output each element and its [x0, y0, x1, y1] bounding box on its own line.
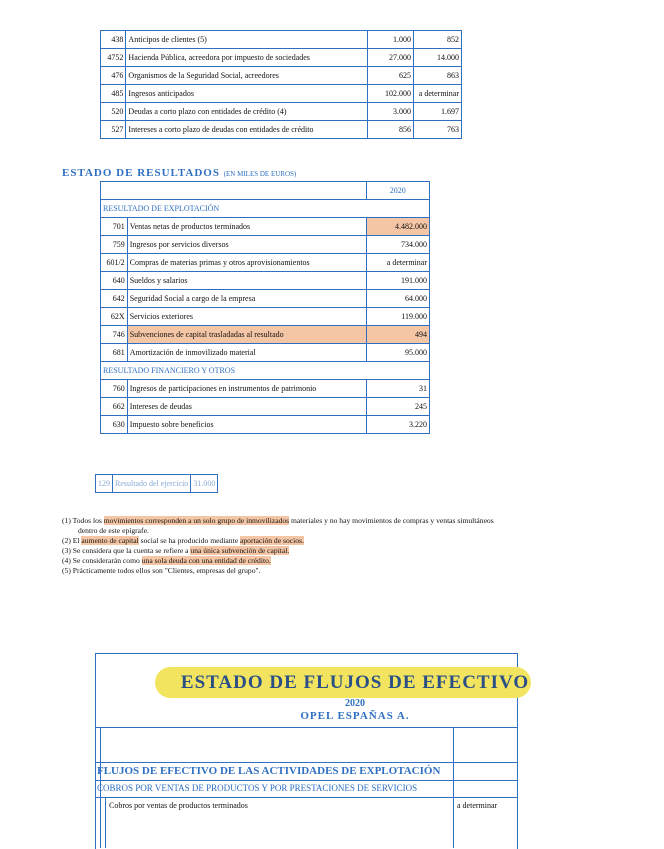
resultados-label: Amortización de inmovilizado material [127, 344, 366, 362]
note-3: (3) Se considera que la cuenta se refiere a una única subvención de capital. [62, 546, 290, 555]
resultados-section-1-label: RESULTADO DE EXPLOTACIÓN [101, 200, 430, 218]
resultados-label: Seguridad Social a cargo de la empresa [127, 290, 366, 308]
resultados-code: 630 [101, 416, 128, 434]
resultados-code: 701 [101, 218, 128, 236]
balance-code: 527 [101, 121, 126, 139]
resultados-section-2 [101, 362, 430, 380]
resultados-row [101, 308, 430, 326]
resultados-label: Subvenciones de capital trasladadas al resultado [127, 326, 366, 344]
result-row [96, 475, 218, 493]
resultados-row [101, 290, 430, 308]
balance-value-1: 1.000 [368, 31, 414, 49]
balance-row [101, 67, 462, 85]
balance-value-2: 14.000 [413, 49, 461, 67]
resultados-row [101, 344, 430, 362]
resultados-label: Sueldos y salarios [127, 272, 366, 290]
flujos-company: OPEL ESPAÑAS A. [300, 710, 410, 722]
balance-value-2: 1.697 [413, 103, 461, 121]
balance-label: Organismos de la Seguridad Social, acreedores [126, 67, 368, 85]
resultados-label: Intereses de deudas [127, 398, 366, 416]
resultados-row [101, 236, 430, 254]
balance-value-1: 3.000 [368, 103, 414, 121]
balance-label: Intereses a corto plazo de deudas con entidades de crédito [126, 121, 368, 139]
balance-code: 485 [101, 85, 126, 103]
balance-code: 476 [101, 67, 126, 85]
balance-row [101, 49, 462, 67]
balance-row [101, 85, 462, 103]
resultados-value: 191.000 [366, 272, 429, 290]
resultados-label: Servicios exteriores [127, 308, 366, 326]
resultados-code: 601/2 [101, 254, 128, 272]
balance-value-1: 625 [368, 67, 414, 85]
resultados-code: 642 [101, 290, 128, 308]
balance-value-1: 102.000 [368, 85, 414, 103]
resultados-section-1 [101, 200, 430, 218]
result-label: Resultado del ejercicio [113, 475, 191, 493]
resultados-value: 64.000 [366, 290, 429, 308]
resultados-row [101, 254, 430, 272]
flujos-title: ESTADO DE FLUJOS DE EFECTIVO [180, 672, 530, 693]
resultados-value: a determinar [366, 254, 429, 272]
resultados-section-2-label: RESULTADO FINANCIERO Y OTROS [101, 362, 430, 380]
resultados-value: 4.482.000 [366, 218, 429, 236]
resultados-row [101, 398, 430, 416]
resultados-subtitle: (EN MILES DE EUROS) [223, 170, 297, 178]
resultados-value: 95.000 [366, 344, 429, 362]
resultados-code: 662 [101, 398, 128, 416]
note-4: (4) Se considerarán como una sola deuda con una entidad de crédito. [62, 556, 271, 565]
balance-value-1: 27.000 [368, 49, 414, 67]
result-code: 129 [96, 475, 113, 493]
resultados-header-row [101, 182, 430, 200]
resultados-code: 760 [101, 380, 128, 398]
resultados-code: 62X [101, 308, 128, 326]
resultados-row [101, 326, 430, 344]
balance-code: 520 [101, 103, 126, 121]
flujos-year: 2020 [345, 698, 365, 709]
result-table [95, 474, 218, 493]
resultados-label: Impuesto sobre beneficios [127, 416, 366, 434]
balance-row [101, 103, 462, 121]
resultados-code: 640 [101, 272, 128, 290]
balance-label: Anticipos de clientes (5) [126, 31, 368, 49]
resultados-label: Ventas netas de productos terminados [127, 218, 366, 236]
resultados-value: 119.000 [366, 308, 429, 326]
resultados-label: Compras de materias primas y otros aprovisionamientos [127, 254, 366, 272]
resultados-title [62, 167, 296, 179]
resultados-code: 681 [101, 344, 128, 362]
resultados-label: Ingresos de participaciones en instrumentos de patrimonio [127, 380, 366, 398]
note-1-cont: dentro de este epígrafe. [78, 526, 149, 535]
balance-table [100, 30, 462, 139]
resultados-value: 245 [366, 398, 429, 416]
resultados-value: 494 [366, 326, 429, 344]
resultados-row [101, 272, 430, 290]
note-1: (1) Todos los movimientos corresponden a un solo grupo de inmovilizados materiales y no hay movimientos de compras y ventas simultáneos [62, 516, 494, 525]
balance-value-2: 863 [413, 67, 461, 85]
balance-row [101, 121, 462, 139]
flujos-subsection: COBROS POR VENTAS DE PRODUCTOS Y POR PRESTACIONES DE SERVICIOS [97, 783, 418, 793]
resultados-value: 734.000 [366, 236, 429, 254]
balance-value-2: 852 [413, 31, 461, 49]
balance-code: 438 [101, 31, 126, 49]
balance-label: Ingresos anticipados [126, 85, 368, 103]
note-2: (2) El aumento de capital social se ha producido mediante aportación de socios. [62, 536, 304, 545]
resultados-label: Ingresos por servicios diversos [127, 236, 366, 254]
resultados-year: 2020 [366, 182, 429, 200]
notes [62, 516, 494, 576]
balance-label: Hacienda Pública, acreedora por impuesto de sociedades [126, 49, 368, 67]
balance-row [101, 31, 462, 49]
resultados-row [101, 218, 430, 236]
resultados-value: 31 [366, 380, 429, 398]
flujos-row-label: Cobros por ventas de productos terminados [109, 801, 248, 810]
resultados-code: 746 [101, 326, 128, 344]
balance-code: 4752 [101, 49, 126, 67]
resultados-row [101, 416, 430, 434]
flujos-section: FLUJOS DE EFECTIVO DE LAS ACTIVIDADES DE EXPLOTACIÓN [97, 765, 441, 777]
resultados-row [101, 380, 430, 398]
balance-value-2: 763 [413, 121, 461, 139]
resultados-table [100, 181, 430, 434]
resultados-value: 3.220 [366, 416, 429, 434]
result-value: 31.000 [191, 475, 218, 493]
resultados-code: 759 [101, 236, 128, 254]
balance-label: Deudas a corto plazo con entidades de crédito (4) [126, 103, 368, 121]
flujos-row-value: a determinar [457, 801, 498, 810]
note-5: (5) Prácticamente todos ellos son "Clientes, empresas del grupo". [62, 566, 261, 575]
resultados-title-text: ESTADO DE RESULTADOS [62, 167, 220, 179]
balance-value-2: a determinar [413, 85, 461, 103]
balance-value-1: 856 [368, 121, 414, 139]
